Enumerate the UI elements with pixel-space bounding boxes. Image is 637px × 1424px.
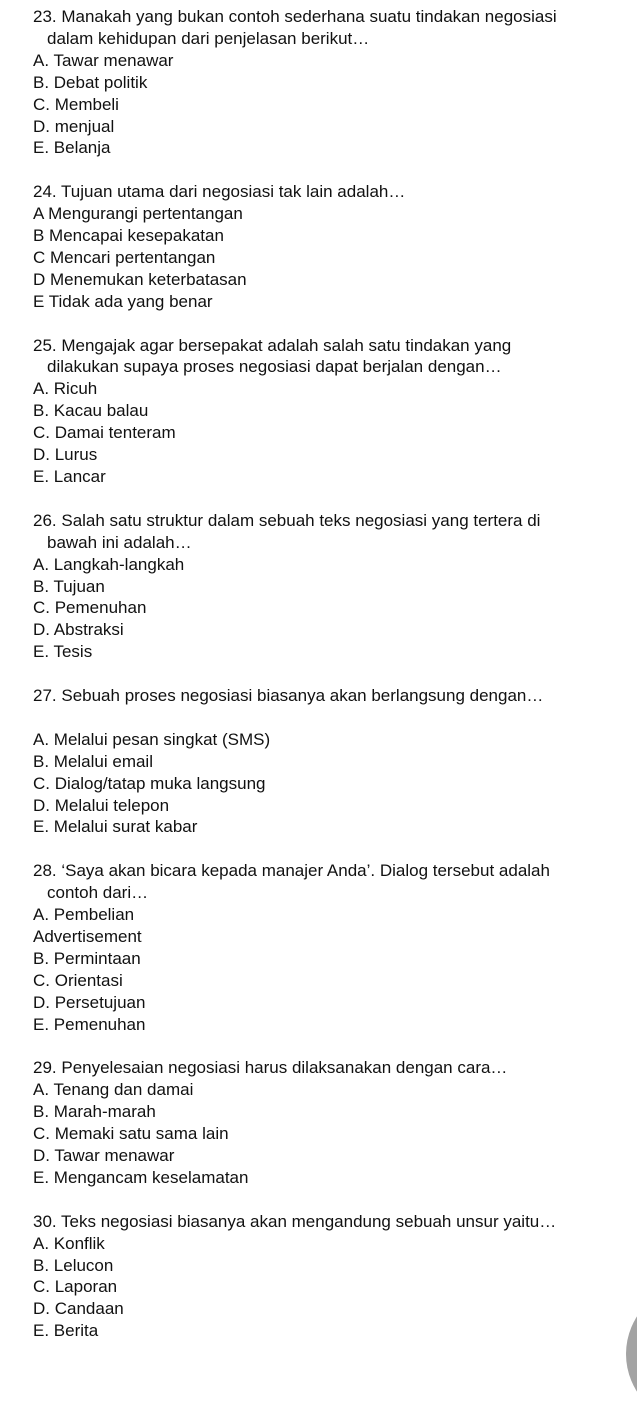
- q29-option-d: D. Tawar menawar: [33, 1146, 175, 1166]
- question-29: [33, 1057, 637, 1188]
- q30-text-line-1: 30. Teks negosiasi biasanya akan mengandung sebuah unsur yaitu…: [33, 1211, 557, 1231]
- q23-text-line-1: 23. Manakah yang bukan contoh sederhana suatu tindakan negosiasi: [33, 7, 557, 26]
- question-30: [33, 1211, 637, 1342]
- q25-option-a: A. Ricuh: [33, 379, 98, 399]
- q23-text-line-2: dalam kehidupan dari penjelasan berikut…: [47, 28, 370, 48]
- q26-option-a: A. Langkah-langkah: [33, 554, 185, 574]
- question-23: [33, 6, 637, 159]
- q24-text-line-1: 24. Tujuan utama dari negosiasi tak lain adalah…: [33, 182, 406, 202]
- q27-option-a: A. Melalui pesan singkat (SMS): [33, 729, 271, 749]
- question-25: [33, 335, 637, 488]
- q27-option-e: E. Melalui surat kabar: [33, 817, 198, 837]
- q24-option-c: C Mencari pertentangan: [33, 247, 216, 267]
- q28-option-e: E. Pemenuhan: [33, 1014, 146, 1034]
- q27-option-d: D. Melalui telepon: [33, 795, 170, 815]
- q28-option-a: A. Pembelian: [33, 905, 135, 925]
- q25-option-e: E. Lancar: [33, 467, 106, 486]
- q29-option-c: C. Memaki satu sama lain: [33, 1124, 229, 1144]
- q24-option-a: A Mengurangi pertentangan: [33, 204, 243, 224]
- question-28: [33, 860, 637, 1035]
- q30-option-b: B. Lelucon: [33, 1255, 114, 1275]
- q27-text-line-1: 27. Sebuah proses negosiasi biasanya akan berlangsung dengan…: [33, 686, 544, 706]
- question-24: [33, 181, 637, 312]
- q23-option-b: B. Debat politik: [33, 72, 148, 92]
- q26-option-b: B. Tujuan: [33, 576, 105, 596]
- quiz-worksheet: [33, 6, 637, 1342]
- q28-option-b: B. Permintaan: [33, 948, 141, 968]
- q28-text-line-1: 28. ‘Saya akan bicara kepada manajer Anda’. Dialog tersebut adalah: [33, 861, 550, 881]
- q26-option-e: E. Tesis: [33, 642, 93, 662]
- q29-text-line-1: 29. Penyelesaian negosiasi harus dilaksanakan dengan cara…: [33, 1058, 508, 1078]
- q26-option-c: C. Pemenuhan: [33, 598, 147, 618]
- q25-option-b: B. Kacau balau: [33, 401, 149, 421]
- q25-option-d: D. Lurus: [33, 445, 98, 465]
- q23-option-c: C. Membeli: [33, 94, 119, 114]
- q30-option-d: D. Candaan: [33, 1299, 124, 1319]
- q28-text-line-2: contoh dari…: [47, 883, 149, 903]
- q24-option-b: B Mencapai kesepakatan: [33, 226, 224, 246]
- q26-text-line-1: 26. Salah satu struktur dalam sebuah teks negosiasi yang tertera di: [33, 510, 541, 530]
- q30-option-e: E. Berita: [33, 1321, 99, 1341]
- q30-option-c: C. Laporan: [33, 1277, 118, 1297]
- q23-option-e: E. Belanja: [33, 138, 111, 158]
- q25-option-c: C. Damai tenteram: [33, 423, 176, 443]
- q29-option-e: E. Mengancam keselamatan: [33, 1167, 249, 1187]
- q26-text-line-2: bawah ini adalah…: [47, 532, 192, 552]
- question-27: [33, 685, 637, 838]
- q28-option-d: D. Persetujuan: [33, 992, 146, 1012]
- q24-option-e: E Tidak ada yang benar: [33, 291, 213, 311]
- q24-option-d: D Menemukan keterbatasan: [33, 269, 247, 289]
- q29-option-a: A. Tenang dan damai: [33, 1080, 194, 1100]
- q25-text-line-1: 25. Mengajak agar bersepakat adalah salah satu tindakan yang: [33, 335, 512, 355]
- q23-option-d: D. menjual: [33, 116, 115, 136]
- q26-option-d: D. Abstraksi: [33, 620, 124, 640]
- q30-option-a: A. Konflik: [33, 1233, 105, 1253]
- q29-option-b: B. Marah-marah: [33, 1102, 156, 1122]
- q23-option-a: A. Tawar menawar: [33, 50, 174, 70]
- q28-advertisement-line: Advertisement: [33, 926, 142, 946]
- q25-text-line-2: dilakukan supaya proses negosiasi dapat berjalan dengan…: [47, 357, 502, 377]
- q28-option-c: C. Orientasi: [33, 970, 123, 990]
- q27-option-b: B. Melalui email: [33, 751, 153, 771]
- question-26: [33, 510, 637, 663]
- q27-option-c: C. Dialog/tatap muka langsung: [33, 773, 266, 793]
